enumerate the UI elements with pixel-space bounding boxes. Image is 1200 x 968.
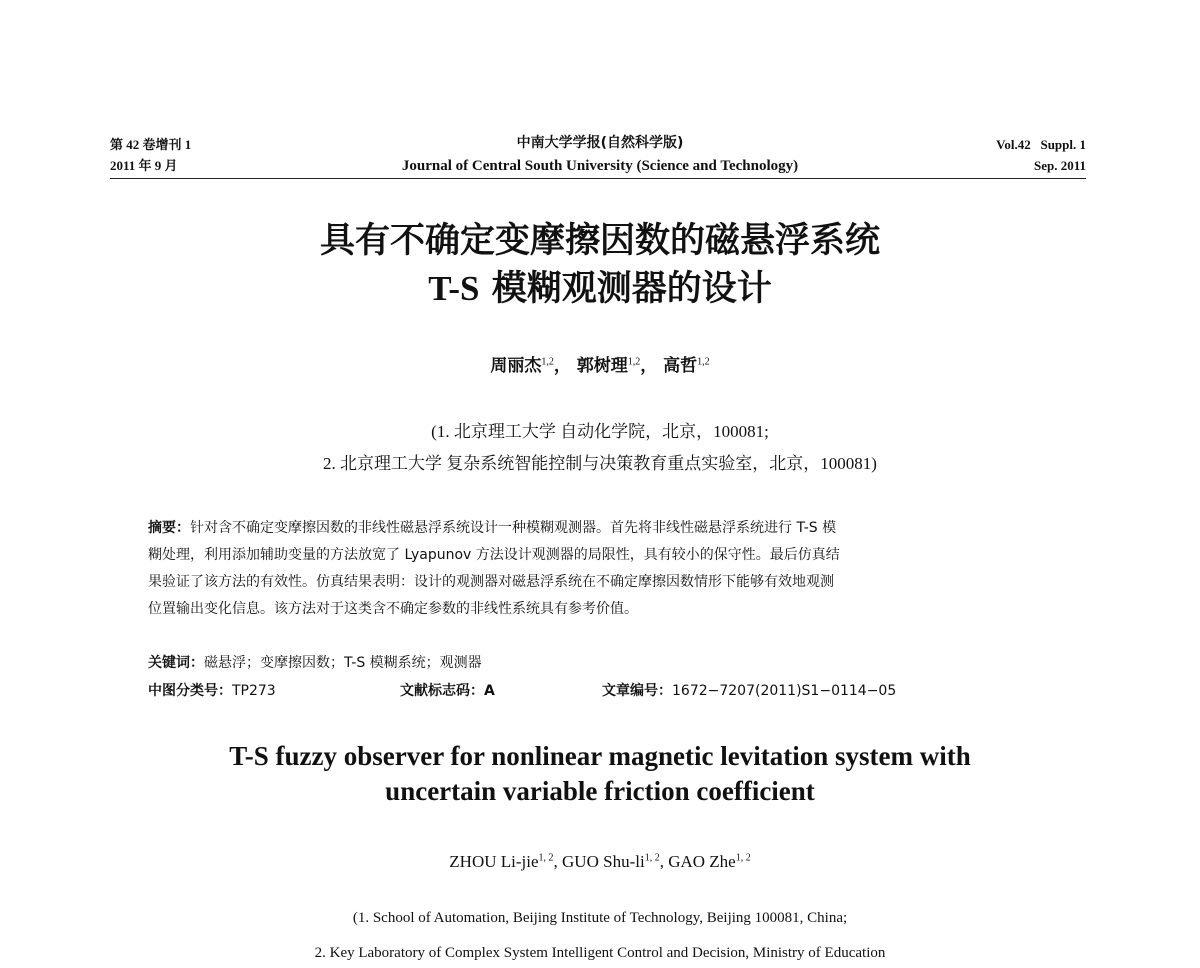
author-cn-affil: 1,2 [697,356,710,368]
keywords [148,652,482,672]
abstract-line: 位置输出变化信息。该方法对于这类含不确定参数的非线性系统具有参考价值。 [148,601,638,617]
abstract-line: 果验证了该方法的有效性。仿真结果表明：设计的观测器对磁悬浮系统在不确定摩擦因数情形下能够有效地观测 [148,574,834,590]
keywords-label: 关键词： [148,655,204,671]
author-en-affil: 1, 2 [538,852,554,864]
author-en: GAO Zhe [668,852,736,871]
authors-cn: 周丽杰$^{1,2}$， 郭树理$^{1,2}$， 高哲$^{1,2}$ [490,356,710,376]
author-en: ZHOU Li-jie [449,852,539,871]
title-en-line2: uncertain variable friction coefficient [385,776,815,806]
affiliation-en-2: 2. Key Laboratory of Complex System Intelligent Control and Decision, Ministry of Education [314,945,886,961]
affiliation-cn-2: 2. 北京理工大学 复杂系统智能控制与决策教育重点实验室，北京，100081) [323,454,877,473]
article-number: 文章编号：1672−7207(2011)S1−0114−05 [602,683,897,699]
author-cn-affil: 1,2 [627,356,641,368]
author-cn-affil: 1,2 [541,356,554,368]
header-date-en: Sep. 2011 [1033,158,1086,173]
author-cn: 高哲 [663,356,698,376]
header-date: 2011 年 9 月 [110,158,178,173]
keywords-text: 磁悬浮；变摩擦因数；T-S 模糊系统；观测器 [204,655,482,671]
abstract-line: 摘要：针对含不确定变摩擦因数的非线性磁悬浮系统设计一种模糊观测器。首先将非线性磁悬浮系统进行 T-S 模 [148,520,837,536]
header-volume-en: Vol.42 Suppl. 1 [996,137,1086,152]
abstract-cn [148,515,1053,623]
document-code: 文献标志码：A [400,683,495,699]
header-rule [110,178,1086,179]
title-cn-line1: 具有不确定变摩擦因数的磁悬浮系统 [319,221,880,261]
title-cn-rest: 模糊观测器的设计 [479,269,772,309]
abstract-label: 摘要： [148,520,190,536]
author-en-affil: 1, 2 [644,852,660,864]
journal-title-cn: 中南大学学报(自然科学版) [516,135,684,151]
affiliation-cn-1: (1. 北京理工大学 自动化学院，北京，100081; [431,422,769,441]
author-en-affil: 1, 2 [735,852,751,864]
affiliation-en-1: (1. School of Automation, Beijing Institute of Technology, Beijing 100081, China; [352,910,848,926]
header-volume: 第 42 卷增刊 1 [110,137,192,152]
title-cn-latin: T-S [428,269,480,308]
author-en: GUO Shu-li [562,852,645,871]
author-cn: 周丽杰 [490,356,542,376]
title-en-line1: T-S fuzzy observer for nonlinear magnetic levitation system with [229,741,971,771]
clc-number: 中图分类号：TP273 [148,683,276,699]
author-cn: 郭树理 [576,356,628,376]
authors-en: ZHOU Li-jie$^{1, 2}$, GUO Shu-li$^{1, 2}$, GAO Zhe$^{1, 2}$ [449,852,751,871]
journal-title-en: Journal of Central South University (Science and Technology) [401,158,799,174]
abstract-line: 糊处理，利用添加辅助变量的方法放宽了 Lyapunov 方法设计观测器的局限性，具有较小的保守性。最后仿真结 [148,547,840,563]
title-cn-line2 [0,267,1200,311]
